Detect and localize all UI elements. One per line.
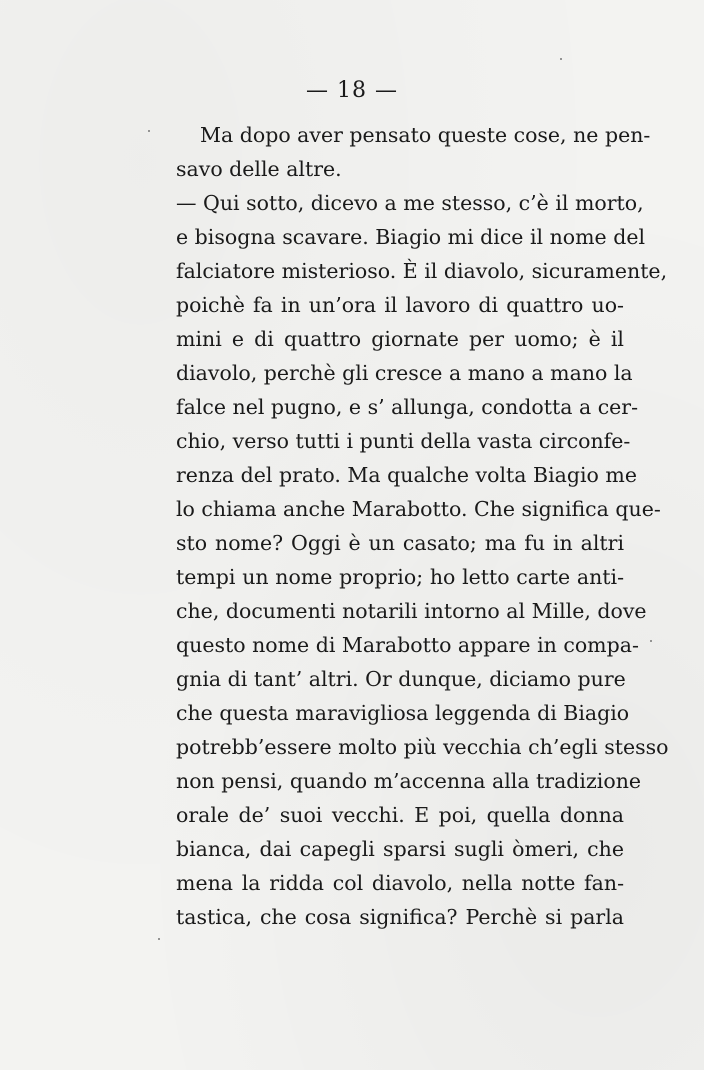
text-line: mena la ridda col diavolo, nella notte fan- (176, 871, 624, 895)
text-line: poichè fa in un’ora il lavoro di quattro uo- (176, 293, 624, 317)
text-line: chio, verso tutti i punti della vasta circonfe- (176, 429, 631, 453)
page-number: — 18 — (306, 78, 398, 103)
text-line: falce nel pugno, e s’ allunga, condotta a cer- (176, 395, 639, 419)
text-line: renza del prato. Ma qualche volta Biagio me (176, 463, 637, 487)
text-line: — Qui sotto, dicevo a me stesso, c’è il morto, (176, 191, 644, 215)
text-line: questo nome di Marabotto appare in compa- (176, 633, 639, 657)
text-line: potrebb’essere molto più vecchia ch’egli stesso (176, 735, 669, 759)
text-line: mini e di quattro giornate per uomo; è il (176, 327, 624, 351)
text-line: tastica, che cosa significa? Perchè si parla (176, 905, 624, 929)
paper-speck (650, 640, 652, 642)
body-text (176, 118, 669, 934)
text-line: che questa maravigliosa leggenda di Biagio (176, 701, 630, 725)
text-line: non pensi, quando m’accenna alla tradizione (176, 769, 642, 793)
text-line: che, documenti notarili intorno al Mille, dove (176, 599, 647, 623)
text-line: savo delle altre. (176, 157, 342, 181)
text-line: orale de’ suoi vecchi. E poi, quella donna (176, 803, 624, 827)
text-line: bianca, dai capegli sparsi sugli òmeri, che (176, 837, 624, 861)
text-line: Ma dopo aver pensato queste cose, ne pen- (200, 123, 651, 147)
text-line: gnia di tant’ altri. Or dunque, diciamo pure (176, 667, 626, 691)
text-line: sto nome? Oggi è un casato; ma fu in altri (176, 531, 624, 555)
text-line: lo chiama anche Marabotto. Che significa que- (176, 497, 661, 521)
text-line: e bisogna scavare. Biagio mi dice il nome del (176, 225, 646, 249)
text-line: falciatore misterioso. È il diavolo, sicuramente, (176, 259, 668, 283)
paper-speck (148, 130, 150, 132)
text-line: diavolo, perchè gli cresce a mano a mano la (176, 361, 633, 385)
text-line: tempi un nome proprio; ho letto carte anti- (176, 565, 624, 589)
paper-speck (560, 58, 562, 60)
paper-speck (158, 938, 160, 940)
